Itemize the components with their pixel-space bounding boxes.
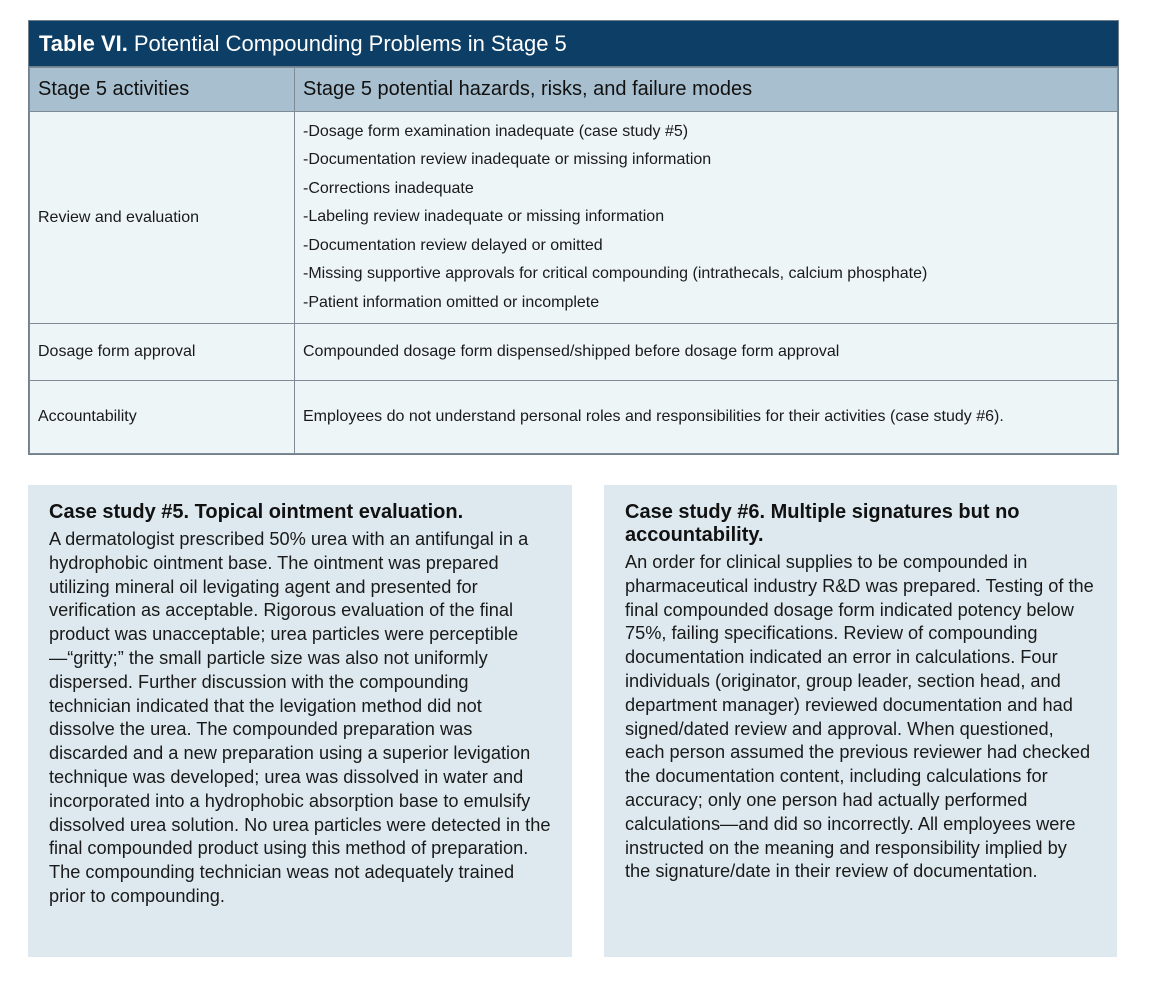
hazard-item: -Documentation review inadequate or missing information xyxy=(303,151,712,169)
hazard-item: -Patient information omitted or incomplete xyxy=(303,293,600,311)
hazards-cell xyxy=(295,112,1118,324)
case-study-6-body: An order for clinical supplies to be compounded in pharmaceutical industry R&D was prepared. Testing of the final compounded dosage form indicated potency below 75%, failing specifications. Review of compounding documentation indicated an error in calculations. Four individuals (originator, group leader, section head, and department manager) reviewed documentation and had signed/dated review and approval. When questioned, each person assumed the previous reviewer had checked the documentation content, including calculations for accuracy; only one person had actually performed calculations—and did so incorrectly. All employees were instructed on the meaning and responsibility implied by the signature/date in their review of documentation. xyxy=(625,552,1094,882)
header-activities: Stage 5 activities xyxy=(30,68,295,112)
hazard-item: -Dosage form examination inadequate (case study #5) xyxy=(303,122,689,140)
table-header-row xyxy=(30,68,1118,112)
table-title-number: Table VI. xyxy=(39,30,128,56)
hazards-table xyxy=(29,67,1118,454)
table-row xyxy=(30,112,1118,324)
hazard-item: -Documentation review delayed or omitted xyxy=(303,236,603,254)
hazards-cell: Compounded dosage form dispensed/shipped before dosage form approval xyxy=(295,324,1118,381)
hazard-item: -Missing supportive approvals for critical compounding (intrathecals, calcium phosphate) xyxy=(303,265,928,283)
activity-cell: Accountability xyxy=(30,381,295,454)
activity-cell: Dosage form approval xyxy=(30,324,295,381)
hazards-cell: Employees do not understand personal roles and responsibilities for their activities (case study #6). xyxy=(295,381,1118,454)
hazard-item: -Corrections inadequate xyxy=(303,179,474,197)
case-study-5-body: A dermatologist prescribed 50% urea with an antifungal in a hydrophobic ointment base. The ointment was prepared utilizing mineral oil levigating agent and presented for verification as acceptable. Rigorous evaluation of the final product was unacceptable; urea particles were perceptible—“gritty;” the small particle size was also not uniformly dispersed. Further discussion with the compounding technician indicated that the levigation method did not dissolve the urea. The compounded preparation was discarded and a new preparation using a superior levigation technique was developed; urea was dissolved in water and incorporated into a hydrophobic absorption base to emulsify dissolved urea solution. No urea particles were detected in the final compounded product using this method of preparation. The compounding technician weas not adequately trained prior to compounding. xyxy=(49,529,551,906)
table-title xyxy=(29,21,1118,67)
activity-cell: Review and evaluation xyxy=(30,112,295,324)
table-title-text: Potential Compounding Problems in Stage 5 xyxy=(133,30,567,56)
hazard-item: -Labeling review inadequate or missing information xyxy=(303,208,665,226)
case-study-5-box xyxy=(28,485,572,957)
stage5-table xyxy=(28,20,1119,455)
table-row xyxy=(30,381,1118,454)
case-study-6-box xyxy=(604,485,1117,957)
table-row xyxy=(30,324,1118,381)
hazards-list xyxy=(303,118,1109,318)
case-study-6-title: Case study #6. Multiple signatures but no accountability. xyxy=(625,501,1020,546)
header-hazards: Stage 5 potential hazards, risks, and failure modes xyxy=(295,68,1118,112)
case-study-5-title: Case study #5. Topical ointment evaluation. xyxy=(49,501,464,523)
